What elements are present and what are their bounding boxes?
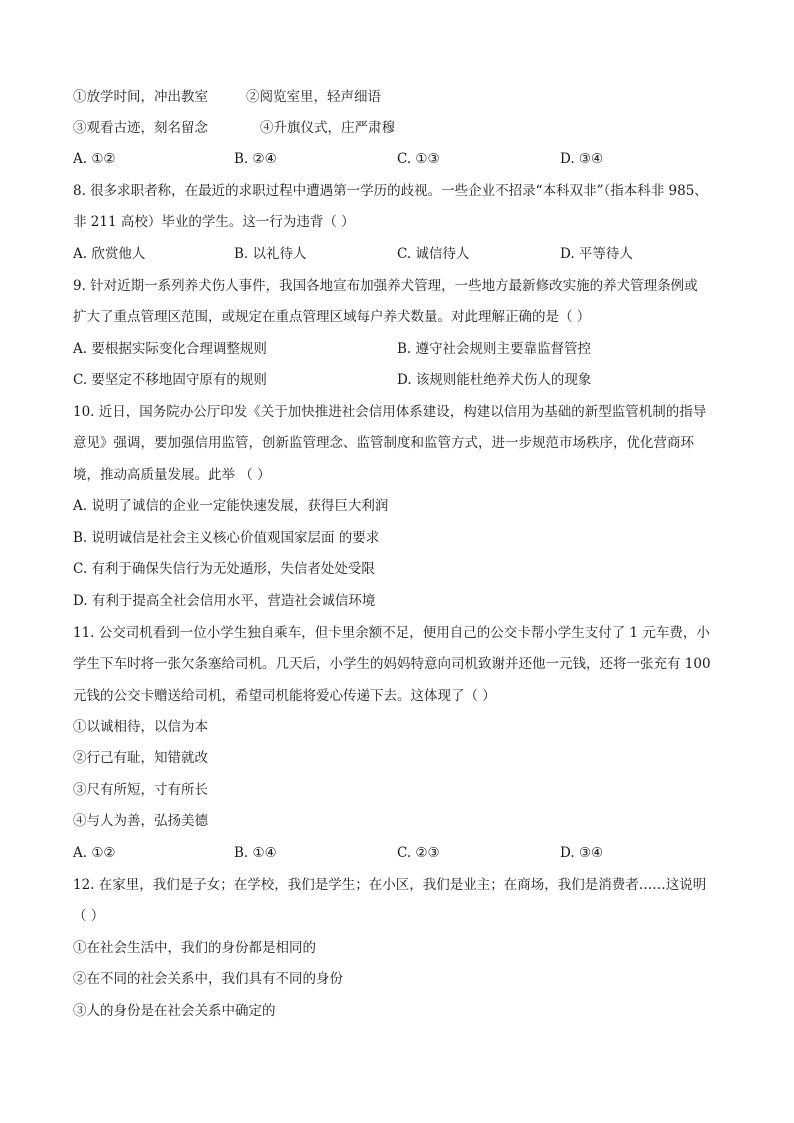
q10-option-b[interactable]: B. 说明诚信是社会主义核心价值观国家层面 的要求 bbox=[73, 530, 380, 546]
q12-stem-line1: 12. 在家里，我们是子女；在学校，我们是学生；在小区，我们是业主；在商场，我们是消费者……这说明 bbox=[73, 877, 707, 893]
q11-option-a[interactable]: A. ①② bbox=[73, 845, 116, 861]
q8-option-a[interactable]: A. 欣赏他人 bbox=[73, 246, 146, 262]
q7-option-a[interactable]: A. ①② bbox=[73, 151, 116, 167]
q7-option-b[interactable]: B. ②④ bbox=[234, 151, 277, 167]
q9-stem-line2: 扩大了重点管理区范围，或规定在重点管理区域每户养犬数量。对此理解正确的是（ ） bbox=[73, 309, 591, 325]
q10-option-d[interactable]: D. 有利于提高全社会信用水平，营造社会诚信环境 bbox=[73, 593, 376, 609]
q9-stem-line1: 9. 针对近期一系列养犬伤人事件，我国各地宣布加强养犬管理，一些地方最新修改实施的养犬管理条例或 bbox=[73, 278, 698, 294]
q10-stem-line2: 意见》强调，要加强信用监管，创新监管理念、监管制度和监管方式，进一步规范市场秩序，优化营商环 bbox=[73, 435, 694, 451]
q10-option-c[interactable]: C. 有利于确保失信行为无处遁形，失信者处处受限 bbox=[73, 561, 375, 577]
q7-item-3: ③观看古迹，刻名留念 bbox=[73, 120, 208, 136]
q12-item-2: ②在不同的社会关系中，我们具有不同的身份 bbox=[73, 971, 343, 987]
q11-option-c[interactable]: C. ②③ bbox=[397, 845, 440, 861]
q12-item-3: ③人的身份是在社会关系中确定的 bbox=[73, 1003, 276, 1019]
q7-items-row1 bbox=[73, 88, 381, 106]
q7-option-c[interactable]: C. ①③ bbox=[397, 151, 440, 167]
q12-stem-line2: （ ） bbox=[73, 908, 105, 924]
q7-option-d[interactable]: D. ③④ bbox=[560, 151, 604, 167]
q11-item-3: ③尺有所短，寸有所长 bbox=[73, 782, 208, 798]
q11-item-2: ②行己有耻，知错就改 bbox=[73, 750, 208, 766]
q12-item-1: ①在社会生活中，我们的身份都是相同的 bbox=[73, 940, 316, 956]
q8-option-b[interactable]: B. 以礼待人 bbox=[234, 246, 307, 262]
q10-option-a[interactable]: A. 说明了诚信的企业一定能快速发展，获得巨大利润 bbox=[73, 498, 389, 514]
q7-items-row2 bbox=[73, 119, 395, 137]
q11-item-1: ①以诚相待，以信为本 bbox=[73, 719, 208, 735]
q11-option-b[interactable]: B. ①④ bbox=[234, 845, 277, 861]
q9-option-b[interactable]: B. 遵守社会规则主要靠监督管控 bbox=[397, 341, 592, 357]
q8-stem-line1: 8. 很多求职者称，在最近的求职过程中遭遇第一学历的歧视。一些企业不招录“本科双非”（指本科非 985、 bbox=[73, 183, 708, 199]
q11-stem-line3: 元钱的公交卡赠送给司机，希望司机能将爱心传递下去。这体现了（ ） bbox=[73, 688, 496, 704]
q8-option-d[interactable]: D. 平等待人 bbox=[560, 246, 633, 262]
q11-item-4: ④与人为善，弘扬美德 bbox=[73, 813, 208, 829]
q9-option-a[interactable]: A. 要根据实际变化合理调整规则 bbox=[73, 341, 267, 357]
q9-option-d[interactable]: D. 该规则能杜绝养犬伤人的现象 bbox=[397, 372, 592, 388]
q11-stem-line1: 11. 公交司机看到一位小学生独自乘车，但卡里余额不足，便用自己的公交卡帮小学生支付了 1 元车费，小 bbox=[73, 625, 710, 641]
q7-item-1: ①放学时间，冲出教室 bbox=[73, 89, 208, 105]
q8-option-c[interactable]: C. 诚信待人 bbox=[397, 246, 470, 262]
q7-item-2: ②阅览室里，轻声细语 bbox=[246, 89, 381, 105]
q9-option-c[interactable]: C. 要坚定不移地固守原有的规则 bbox=[73, 372, 267, 388]
q7-item-4: ④升旗仪式，庄严肃穆 bbox=[260, 120, 395, 136]
q8-stem-line2: 非 211 高校）毕业的学生。这一行为违背（ ） bbox=[73, 214, 355, 230]
q10-stem-line1: 10. 近日，国务院办公厅印发《关于加快推进社会信用体系建设，构建以信用为基础的新型监管机制的指导 bbox=[73, 404, 707, 420]
q11-stem-line2: 学生下车时将一张欠条塞给司机。几天后，小学生的妈妈特意向司机致谢并还他一元钱，还将一张充有 100 bbox=[73, 656, 711, 672]
q10-stem-line3: 境，推动高质量发展。此举 （ ） bbox=[73, 467, 271, 483]
q11-option-d[interactable]: D. ③④ bbox=[560, 845, 604, 861]
